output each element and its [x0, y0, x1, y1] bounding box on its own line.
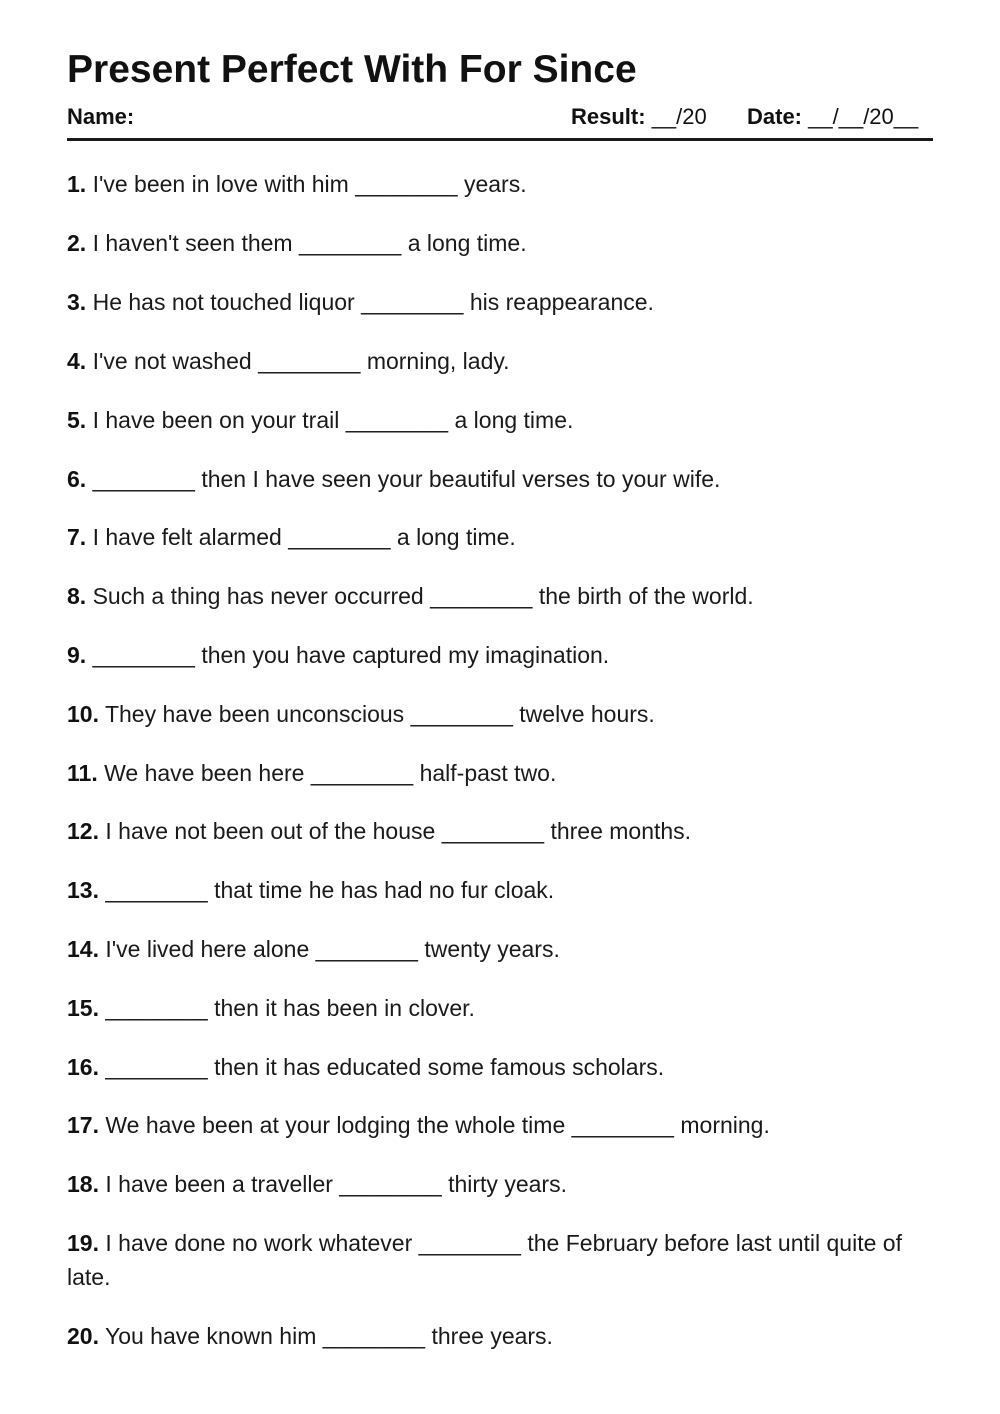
question-text-after: morning, lady. — [366, 348, 510, 374]
name-label: Name: — [67, 104, 135, 129]
question-text-before: They have been unconscious — [104, 701, 405, 727]
date-value: __/__/20__ — [808, 104, 919, 129]
question-text-after: twelve hours. — [519, 701, 655, 727]
question-number: 11. — [67, 760, 98, 786]
result-value: __/20 — [651, 104, 707, 129]
question-number: 18. — [67, 1171, 99, 1197]
question-text-after: then it has been in clover. — [214, 995, 475, 1021]
question-text-after: the February before last until quite of late. — [67, 1230, 902, 1290]
question-number: 10. — [67, 701, 99, 727]
question-item — [67, 403, 927, 437]
question-item — [67, 991, 927, 1025]
header-divider — [67, 138, 933, 141]
answer-blank[interactable]: ________ — [410, 701, 513, 727]
result-label: Result: — [571, 104, 646, 129]
question-item — [67, 1167, 927, 1201]
answer-blank[interactable]: ________ — [310, 760, 414, 786]
question-number: 1. — [67, 171, 87, 197]
answer-blank[interactable]: ________ — [92, 466, 195, 492]
question-item — [67, 638, 927, 672]
question-number: 2. — [67, 230, 87, 256]
question-number: 4. — [67, 348, 87, 374]
question-text-after: three years. — [431, 1323, 553, 1349]
question-item — [67, 932, 927, 966]
question-text-before: We have been here — [104, 760, 305, 786]
answer-blank[interactable]: ________ — [355, 171, 458, 197]
question-number: 8. — [67, 583, 87, 609]
question-item — [67, 344, 927, 378]
question-number: 20. — [67, 1323, 99, 1349]
question-item — [67, 579, 927, 613]
question-item — [67, 285, 927, 319]
question-item — [67, 520, 927, 554]
question-number: 16. — [67, 1054, 99, 1080]
question-item — [67, 1319, 927, 1353]
question-text-after: three months. — [550, 818, 692, 844]
question-number: 7. — [67, 524, 87, 550]
question-number: 3. — [67, 289, 87, 315]
question-text-after: years. — [463, 171, 527, 197]
question-number: 17. — [67, 1112, 99, 1138]
question-item — [67, 226, 927, 260]
question-text-before: I have been a traveller — [105, 1171, 333, 1197]
question-text-after: a long time. — [407, 230, 527, 256]
question-item — [67, 462, 927, 496]
page-title: Present Perfect With For Since — [67, 48, 637, 91]
question-text-before: I've lived here alone — [105, 936, 310, 962]
question-text-before: Such a thing has never occurred — [92, 583, 424, 609]
question-number: 15. — [67, 995, 99, 1021]
question-item — [67, 167, 927, 201]
question-text-after: morning. — [680, 1112, 770, 1138]
question-text-after: a long time. — [454, 407, 574, 433]
answer-blank[interactable]: ________ — [571, 1112, 674, 1138]
question-text-before: I have felt alarmed — [92, 524, 282, 550]
question-number: 12. — [67, 818, 99, 844]
question-item — [67, 756, 927, 790]
answer-blank[interactable]: ________ — [288, 524, 391, 550]
question-item — [67, 1050, 927, 1084]
question-text-before: I haven't seen them — [92, 230, 293, 256]
question-text-before: I have done no work whatever — [105, 1230, 413, 1256]
answer-blank[interactable]: ________ — [258, 348, 361, 374]
question-number: 9. — [67, 642, 87, 668]
answer-blank[interactable]: ________ — [105, 995, 208, 1021]
question-text-before: I have not been out of the house — [105, 818, 436, 844]
question-item — [67, 873, 927, 907]
question-number: 13. — [67, 877, 99, 903]
answer-blank[interactable]: ________ — [92, 642, 195, 668]
answer-blank[interactable]: ________ — [105, 1054, 208, 1080]
question-text-after: twenty years. — [424, 936, 560, 962]
question-text-before: I have been on your trail — [92, 407, 340, 433]
question-item — [67, 1108, 927, 1142]
result-field — [571, 103, 707, 131]
question-text-after: thirty years. — [448, 1171, 567, 1197]
question-text-before: We have been at your lodging the whole time — [105, 1112, 566, 1138]
question-item — [67, 814, 927, 848]
question-text-before: You have known him — [104, 1323, 317, 1349]
question-text-before: I've been in love with him — [92, 171, 349, 197]
question-number: 5. — [67, 407, 87, 433]
question-text-after: his reappearance. — [469, 289, 654, 315]
question-text-after: half-past two. — [419, 760, 557, 786]
answer-blank[interactable]: ________ — [298, 230, 402, 256]
answer-blank[interactable]: ________ — [339, 1171, 442, 1197]
question-text-after: then it has educated some famous scholars. — [214, 1054, 665, 1080]
answer-blank[interactable]: ________ — [361, 289, 464, 315]
worksheet-header — [67, 103, 933, 131]
question-text-after: a long time. — [396, 524, 516, 550]
question-text-after: that time he has had no fur cloak. — [214, 877, 555, 903]
question-item — [67, 1226, 927, 1294]
question-text-before: I've not washed — [92, 348, 252, 374]
question-number: 19. — [67, 1230, 99, 1256]
date-label: Date: — [747, 104, 803, 129]
answer-blank[interactable]: ________ — [441, 818, 545, 844]
question-number: 14. — [67, 936, 99, 962]
answer-blank[interactable]: ________ — [345, 407, 449, 433]
date-field — [747, 103, 918, 131]
answer-blank[interactable]: ________ — [315, 936, 418, 962]
question-item — [67, 697, 927, 731]
answer-blank[interactable]: ________ — [105, 877, 208, 903]
question-number: 6. — [67, 466, 87, 492]
question-text-after: then I have seen your beautiful verses to your wife. — [201, 466, 721, 492]
question-text-after: then you have captured my imagination. — [201, 642, 610, 668]
answer-blank[interactable]: ________ — [430, 583, 533, 609]
answer-blank[interactable]: ________ — [418, 1230, 521, 1256]
question-text-before: He has not touched liquor — [92, 289, 355, 315]
question-text-after: the birth of the world. — [538, 583, 754, 609]
answer-blank[interactable]: ________ — [322, 1323, 426, 1349]
